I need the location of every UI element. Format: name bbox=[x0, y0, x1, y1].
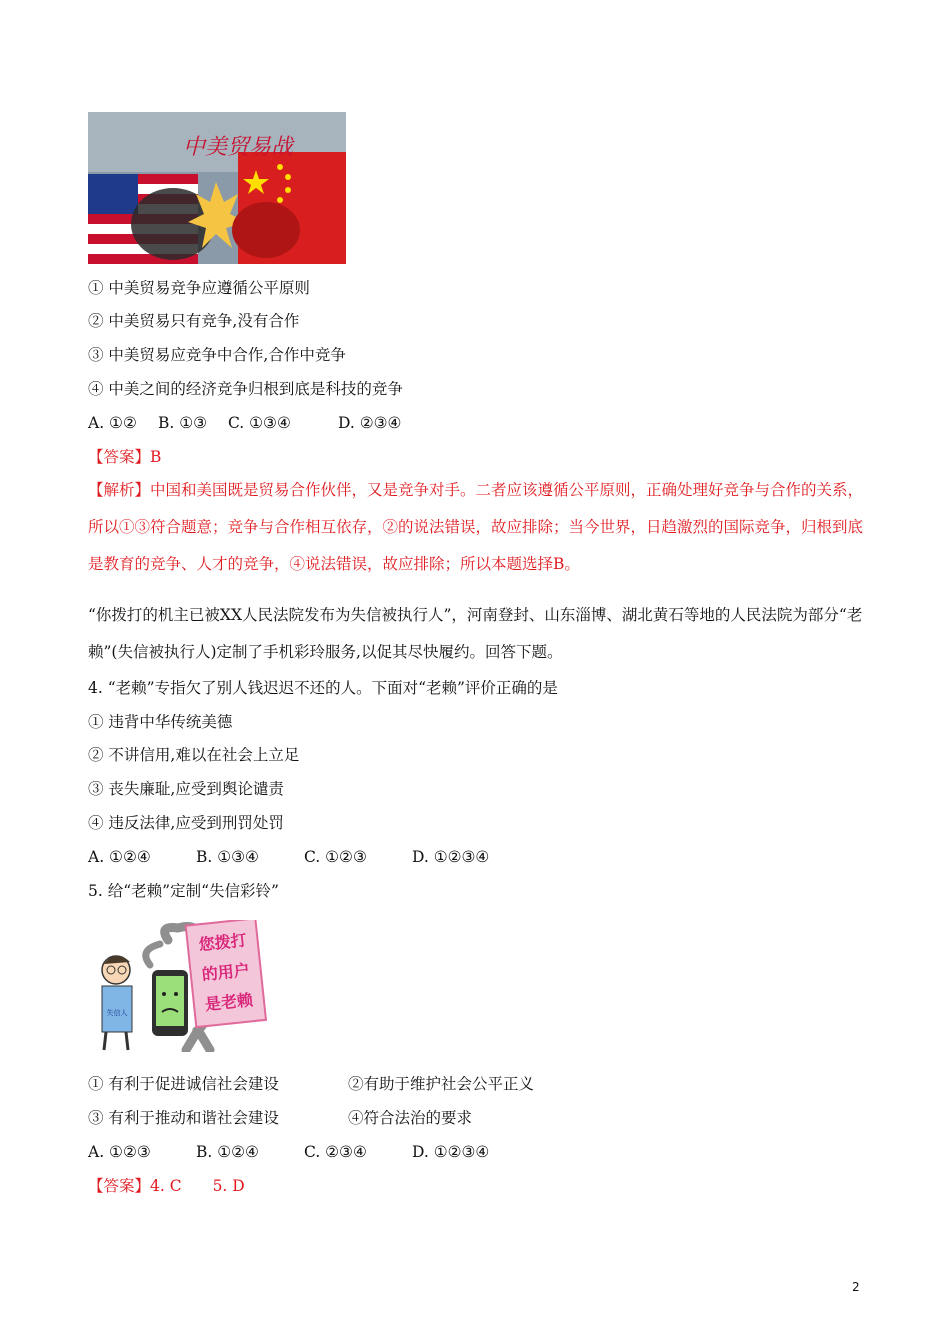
cartoon-badge: 失信人 bbox=[106, 1009, 128, 1017]
q5-choice-c: C. ②③④ bbox=[304, 1143, 367, 1161]
q5-option-4: ④符合法治的要求 bbox=[348, 1109, 473, 1127]
q3-answer: 【答案】B bbox=[88, 448, 162, 466]
q5-options-row-1 bbox=[88, 1074, 534, 1094]
q4-choice-a: A. ①②④ bbox=[88, 848, 151, 866]
q5-option-3: ③ 有利于推动和谐社会建设 bbox=[88, 1109, 279, 1127]
trade-war-caption: 中美贸易战 bbox=[182, 135, 294, 160]
china-glove bbox=[232, 152, 346, 264]
q4-choices bbox=[88, 847, 489, 867]
q3-choice-b: B. ①③ bbox=[158, 414, 208, 432]
q5-option-1: ① 有利于促进诚信社会建设 bbox=[88, 1075, 279, 1093]
q4-option-4: ④ 违反法律,应受到刑罚处罚 bbox=[88, 814, 284, 832]
material-passage: “你拨打的机主已被XX人民法院发布为失信被执行人”，河南登封、山东淄博、湖北黄石等地的人民法院为部分“老赖”(失信被执行人)定制了手机彩玲服务,以促其尽快履约。回答下题。 bbox=[88, 606, 863, 661]
q4-option-2: ② 不讲信用,难以在社会上立足 bbox=[88, 746, 300, 764]
sign-line-1: 您拨打 bbox=[197, 930, 248, 955]
sign-line-2: 的用户 bbox=[200, 960, 251, 985]
q3-option-3: ③ 中美贸易应竞争中合作,合作中竞争 bbox=[88, 346, 346, 364]
q4-choice-c: C. ①②③ bbox=[304, 848, 367, 866]
q3-option-1: ① 中美贸易竞争应遵循公平原则 bbox=[88, 279, 310, 297]
q5-options-row-2 bbox=[88, 1108, 472, 1128]
q5-choice-d: D. ①②③④ bbox=[412, 1143, 490, 1161]
q4-stem: 4. “老赖”专指欠了别人钱迟迟不还的人。下面对“老赖”评价正确的是 bbox=[88, 679, 558, 697]
sign-line-3: 是老赖 bbox=[204, 990, 254, 1015]
q3-option-4: ④ 中美之间的经济竞争归根到底是科技的竞争 bbox=[88, 380, 403, 398]
page-number: 2 bbox=[852, 1280, 860, 1294]
q3-choice-a: A. ①② bbox=[88, 414, 137, 432]
q3-analysis: 【解析】中国和美国既是贸易合作伙伴，又是竞争对手。二者应该遵循公平原则，正确处理好竞争与合作的关系，所以①③符合题意；竞争与合作相互依存，②的说法错误，故应排除；当今世界，日趋激烈的国际竞争，归根到底是教育的竞争、人才的竞争，④说法错误，故应排除；所以本题选择B。 bbox=[88, 481, 864, 573]
q5-choices bbox=[88, 1142, 489, 1162]
q5-option-2: ②有助于维护社会公平正义 bbox=[348, 1075, 535, 1093]
trade-war-image bbox=[88, 112, 346, 264]
q4-choice-b: B. ①③④ bbox=[196, 848, 259, 866]
q5-choice-b: B. ①②④ bbox=[196, 1143, 259, 1161]
q3-choice-c: C. ①③④ bbox=[228, 414, 291, 432]
q4-option-3: ③ 丧失廉耻,应受到舆论谴责 bbox=[88, 780, 284, 798]
q45-answer: 【答案】4. C 5. D bbox=[88, 1177, 245, 1195]
q4-choice-d: D. ①②③④ bbox=[412, 848, 490, 866]
q4-option-1: ① 违背中华传统美德 bbox=[88, 713, 233, 731]
q5-stem: 5. 给“老赖”定制“失信彩铃” bbox=[88, 882, 279, 900]
laolai-cartoon-image bbox=[98, 920, 280, 1052]
q3-choices bbox=[88, 413, 401, 433]
q5-choice-a: A. ①②③ bbox=[88, 1143, 151, 1161]
q3-option-2: ② 中美贸易只有竞争,没有合作 bbox=[88, 312, 300, 330]
q3-choice-d: D. ②③④ bbox=[338, 414, 402, 432]
